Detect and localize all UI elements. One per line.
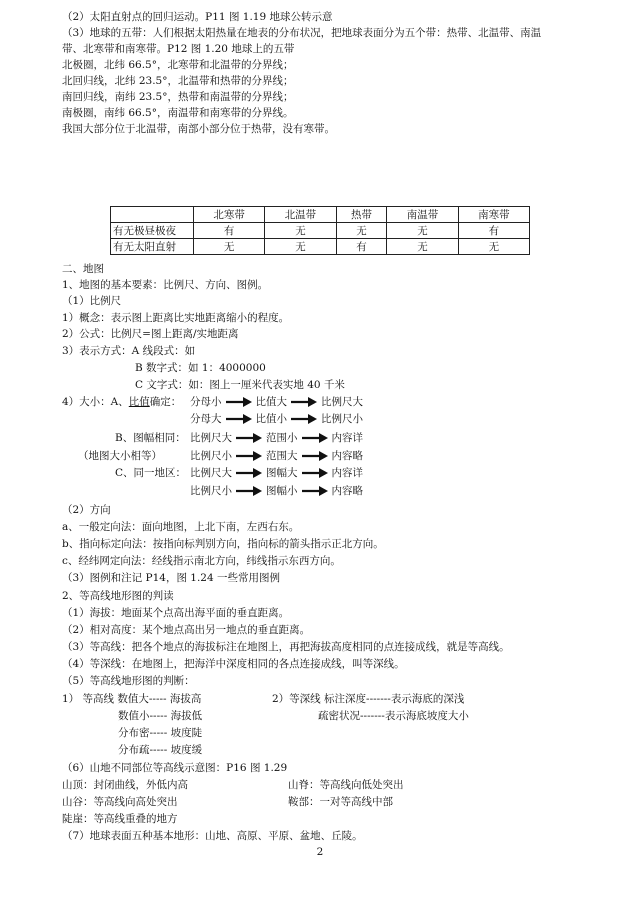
- arrow-right-icon: [290, 395, 318, 409]
- table-row: [111, 239, 530, 255]
- text-line: 我国大部分位于北温带，南部小部分位于热带，没有寒带。: [62, 123, 335, 135]
- arrow-right-icon: [235, 449, 263, 463]
- scale-relation-row: 分母小 比值大 比例尺大: [190, 396, 363, 408]
- text-line: （4）等深线：在地图上，把海洋中深度相同的各点连接成线，叫等深线。: [62, 658, 405, 670]
- scale-size-label: 4）大小：A、比值确定：: [62, 396, 182, 408]
- text-line: b、指向标定向法：按指向标判别方向，指向标的箭头指示正北方向。: [62, 538, 384, 550]
- table-header-cell: 热带: [336, 207, 387, 223]
- table-cell: 无: [265, 223, 336, 239]
- arrow-right-icon: [301, 466, 329, 480]
- text-line: （5）等高线地形图的判断：: [62, 675, 195, 687]
- text-line: 带、北寒带和南寒带。P12 图 1.20 地球上的五带: [62, 43, 295, 55]
- table-header-cell: 南寒带: [458, 207, 529, 223]
- text-line: 3）表示方式：A 线段式：如: [62, 345, 196, 357]
- table-cell: 无: [387, 239, 458, 255]
- text-line: 数值小----- 海拔低: [118, 710, 203, 722]
- text-line: （2）方向: [62, 504, 111, 516]
- text-line: a、一般定向法：面向地图，上北下南，左西右东。: [62, 521, 300, 533]
- text-line: （2）太阳直射点的回归运动。P11 图 1.19 地球公转示意: [62, 11, 333, 23]
- table-header-cell: 北温带: [265, 207, 336, 223]
- text-line: 鞍部：一对等高线中部: [288, 796, 393, 808]
- text-line: 陡崖：等高线重叠的地方: [62, 813, 178, 825]
- table-cell: 有无极昼极夜: [111, 223, 194, 239]
- table-cell: 有: [458, 223, 529, 239]
- text-line: （3）地球的五带：人们根据太阳热量在地表的分布状况，把地球表面分为五个带：热带、北温带、南温: [62, 27, 542, 39]
- scale-c-label: C、同一地区：: [115, 467, 187, 479]
- text-line: （7）地球表面五种基本地形：山地、高原、平原、盆地、丘陵。: [62, 830, 363, 842]
- arrow-right-icon: [235, 484, 263, 498]
- table-cell: 有: [336, 239, 387, 255]
- table-cell: 无: [194, 239, 265, 255]
- text-line: （1）海拔：地面某个点高出海平面的垂直距离。: [62, 607, 290, 619]
- table-row: [111, 223, 530, 239]
- table-header-cell: 南温带: [387, 207, 458, 223]
- table-cell: 无: [336, 223, 387, 239]
- arrow-right-icon: [235, 431, 263, 445]
- text-line: 1、地图的基本要素：比例尺、方向、图例。: [62, 279, 269, 291]
- text-line: （6）山地不同部位等高线示意图：P16 图 1.29: [62, 762, 288, 774]
- text-line: 疏密状况-------表示海底坡度大小: [318, 710, 469, 722]
- text-line: 山顶：封闭曲线，外低内高: [62, 779, 188, 791]
- text-line: 北回归线，北纬 23.5°，北温带和热带的分界线；: [62, 75, 294, 87]
- table-cell: 有无太阳直射: [111, 239, 194, 255]
- table-header-row: [111, 207, 530, 223]
- arrow-right-icon: [301, 484, 329, 498]
- text-line: 分布密----- 坡度陡: [118, 727, 203, 739]
- arrow-right-icon: [225, 395, 253, 409]
- table-cell: 无: [387, 223, 458, 239]
- text-line: c、经纬网定向法：经线指示南北方向，纬线指示东西方向。: [62, 555, 341, 567]
- arrow-right-icon: [301, 431, 329, 445]
- arrow-right-icon: [301, 449, 329, 463]
- text-line: 分布疏----- 坡度缓: [118, 744, 203, 756]
- scale-relation-row: 比例尺大 图幅大 内容详: [190, 467, 363, 479]
- text-line: B 数字式：如 1：4000000: [135, 362, 266, 374]
- arrow-right-icon: [225, 412, 253, 426]
- scale-b-note: （地图大小相等）: [78, 450, 162, 462]
- scale-relation-row: 比例尺大 范围小 内容详: [190, 432, 363, 444]
- five-zones-table: [110, 206, 530, 255]
- arrow-right-icon: [235, 466, 263, 480]
- section-heading: 二、地图: [62, 263, 104, 275]
- text-line: 2）等深线 标注深度-------表示海底的深浅: [272, 693, 465, 705]
- page-number: 2: [316, 846, 324, 858]
- arrow-right-icon: [290, 412, 318, 426]
- table-cell: [111, 207, 194, 223]
- table-header-cell: 北寒带: [194, 207, 265, 223]
- text-line: 山谷：等高线向高处突出: [62, 796, 178, 808]
- table-cell: 无: [458, 239, 529, 255]
- text-line: （3）图例和注记 P14，图 1.24 一些常用图例: [62, 572, 280, 584]
- scale-b-label: B、图幅相同：: [115, 432, 186, 444]
- text-line: （1）比例尺: [62, 295, 122, 307]
- text-line: 2）公式：比例尺=图上距离/实地距离: [62, 328, 239, 340]
- scale-relation-row: 比例尺小 图幅小 内容略: [190, 485, 363, 497]
- text-line: 山脊：等高线向低处突出: [288, 779, 404, 791]
- text-line: 北极圈，北纬 66.5°，北寒带和北温带的分界线；: [62, 59, 294, 71]
- table-cell: 无: [265, 239, 336, 255]
- text-line: 南回归线，南纬 23.5°，热带和南温带的分界线；: [62, 91, 294, 103]
- text-line: （3）等高线：把各个地点的海拔标注在地图上，再把海拔高度相同的点连接成线，就是等高线。: [62, 641, 510, 653]
- text-line: （2）相对高度：某个地点高出另一地点的垂直距离。: [62, 624, 311, 636]
- text-line: 南极圈，南纬 66.5°，南温带和南寒带的分界线。: [62, 107, 294, 119]
- scale-relation-row: 分母大 比值小 比例尺小: [190, 413, 363, 425]
- text-line: 1） 等高线 数值大----- 海拔高: [62, 693, 202, 705]
- scale-relation-row: 比例尺小 范围大 内容略: [190, 450, 363, 462]
- text-line: 2、等高线地形图的判读: [62, 590, 174, 602]
- text-line: 1）概念：表示图上距离比实地距离缩小的程度。: [62, 312, 290, 324]
- table-cell: 有: [194, 223, 265, 239]
- text-line: C 文字式：如：图上一厘米代表实地 40 千米: [135, 379, 345, 391]
